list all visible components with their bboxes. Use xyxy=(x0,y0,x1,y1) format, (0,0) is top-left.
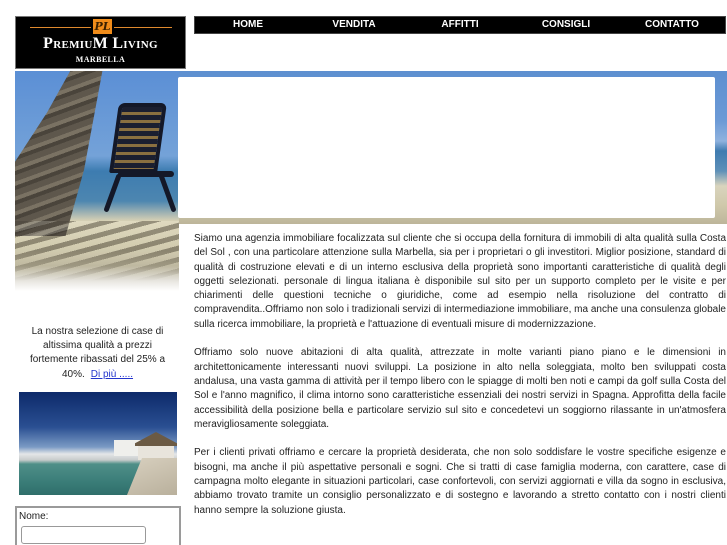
nav-affitti[interactable]: AFFITTI xyxy=(441,19,479,30)
name-input[interactable] xyxy=(21,526,146,544)
logo-rule-left xyxy=(30,27,91,28)
hero-content-panel xyxy=(178,77,715,218)
logo-city: MARBELLA xyxy=(75,55,126,64)
nav-home[interactable]: HOME xyxy=(233,19,263,30)
offer-paragraph: Offriamo solo nuove abitazioni di alta qualità, attrezzate in molte varianti piano piano e le dimensioni in architettonicamente interessanti nuovi sviluppi. La posizione in alto nella soleggiata, molto ben sviluppati costa andalusa, una vasta gamma di attività per il tempo libero con le spiagge di molti ben noti e campi da golf sulla Costa del Sol e l'anno magnifico, il clima intorno sono caratteristiche essenziali dei nostri servizi in Spagna. Approfitta della facile accessibilità della posizione bella e particolare servizio sul sito e concedetevi un soggiorno rilassante in un'atmosfera meravigliosamente soleggiata. xyxy=(194,347,726,430)
logo-rule-right xyxy=(114,27,172,28)
logo-brand: PremiuM Living xyxy=(43,35,158,52)
main-content xyxy=(194,232,726,532)
logo-monogram-icon: PL xyxy=(94,20,111,33)
nav-vendita[interactable]: VENDITA xyxy=(332,19,376,30)
promo-more-link[interactable]: Di più ..... xyxy=(90,368,134,380)
pool-resort-photo[interactable] xyxy=(19,392,177,495)
intro-paragraph: Siamo una agenzia immobiliare focalizzata sul cliente che si occupa della fornitura di immobili di alta qualità sulla Costa del Sol , con una particolare attenzione sulla Marbella, sia per i proprietari o gli investitori. Miglior posizione, standard di qualità di costruzione elevati e di un interno esclusiva della proprietà sono importanti caratteristiche di qualità degli oggetti selezionati. personale di lingua italiana è disponibile sul sito per un supporto completo per le visite e per chiarimenti delle questioni tecniche o giuridiche, come ad esempio nella risoluzione del contratto di compravendita..Offriamo non solo i tradizionali servizi di intermediazione immobiliare, ma anche una consulenza globale sulla ricerca immobiliare, la proprietà e l'attuazione di eventuali misure di modernizzazione. xyxy=(194,233,726,330)
beach-chair-photo xyxy=(15,71,179,291)
main-nav xyxy=(194,16,726,34)
beach-chair-graphic xyxy=(110,103,179,213)
palm-tree-graphic xyxy=(15,71,107,236)
clients-paragraph: Per i clienti privati offriamo e cercare la proprietà desiderata, che non solo soddisfare le vostre specifiche esigenze e bisogni, ma anche il più aspettative personali e sogni. Che si tratti di case famiglia moderna, con carattere, case di campagna molto elegante in situazioni particolari, case confortevoli, con servizi aggiornati e villa da sogno in esclusiva, abbiamo trovato tramite un consiglio personalizzato e di sostegno e lavorando a stretto contatto con i nostri clienti hanno sempre la soluzione giusta. xyxy=(194,447,726,516)
contact-form xyxy=(15,506,181,545)
promo-text: La nostra selezione di case di altissima qualità a prezzi fortemente ribassati del 25% a 40%. xyxy=(29,326,166,380)
name-label: Nome: xyxy=(19,511,49,522)
nav-contatto[interactable]: CONTATTO xyxy=(645,19,699,30)
sidebar-promo xyxy=(20,325,175,382)
sand-shadow xyxy=(15,221,179,281)
logo[interactable] xyxy=(15,16,186,69)
nav-consigli[interactable]: CONSIGLI xyxy=(541,19,591,30)
